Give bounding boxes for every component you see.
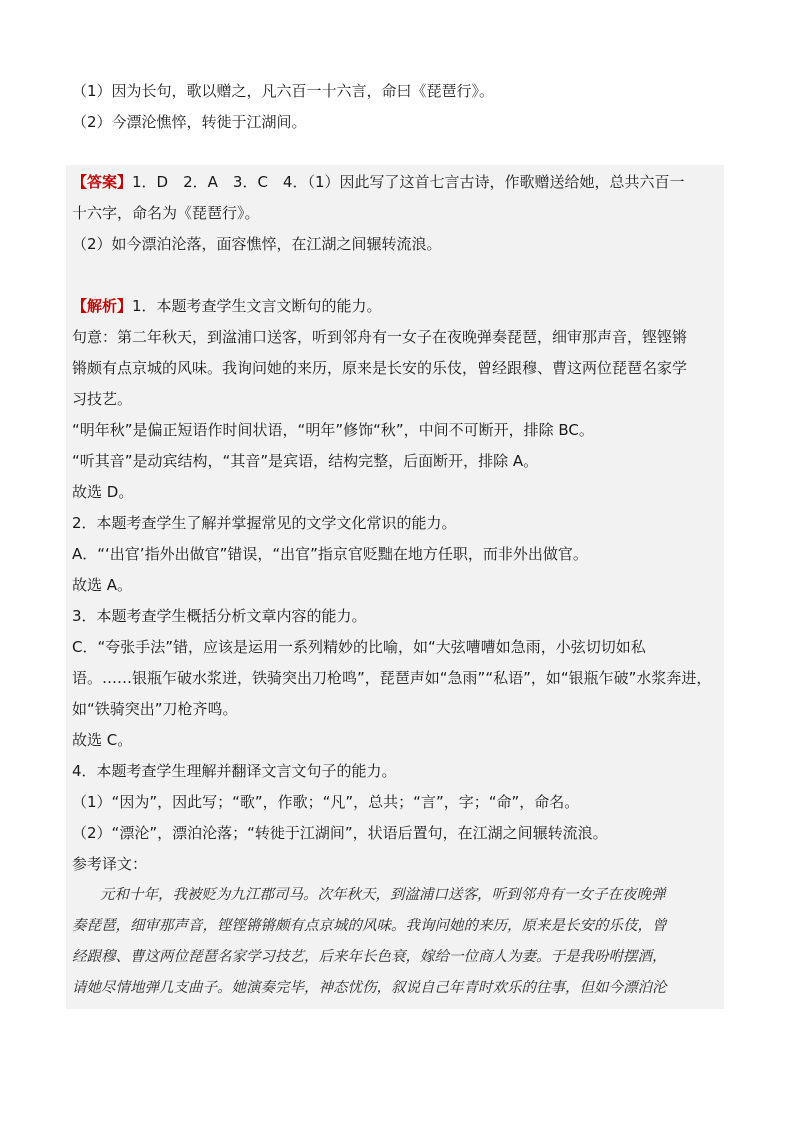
analysis-line-1 bbox=[72, 291, 722, 322]
question-item-2: （2）今漂沦憔悴，转徙于江湖间。 bbox=[72, 113, 307, 131]
answer-tag: 【答案】 bbox=[72, 173, 133, 191]
translation-line-1: 元和十年，我被贬为九江郡司马。次年秋天，到湓浦口送客，听到邻舟有一女子在夜晚弹 bbox=[100, 887, 666, 903]
analysis-line-5: “明年秋”是偏正短语作时间状语，“明年”修饰“秋”，中间不可断开，排除 BC。 bbox=[72, 421, 594, 439]
analysis-line-12: C．“夸张手法”错，应该是运用一系列精妙的比喻，如“大弦嘈嘈如急雨，小弦切切如私 bbox=[72, 638, 646, 656]
translation-line-2: 奏琵琶，细审那声音，铿铿锵锵颇有点京城的风味。我询问她的来历，原来是长安的乐伎，曾 bbox=[72, 918, 667, 934]
analysis-line-4: 习技艺。 bbox=[72, 390, 133, 408]
analysis-line-6: “听其音”是动宾结构，“其音”是宾语，结构完整，后面断开，排除 A。 bbox=[72, 452, 539, 470]
analysis-line-15: 故选 C。 bbox=[72, 731, 133, 749]
translation-line-4: 请她尽情地弹几支曲子。她演奏完毕，神态忧伤，叙说自己年青时欢乐的往事，但如今漂泊沦 bbox=[72, 980, 667, 996]
translation-line-3: 经跟穆、曹这两位琵琶名家学习技艺，后来年长色衰，嫁给一位商人为妻。于是我吩咐摆酒， bbox=[72, 949, 667, 965]
answer-text-1: 1．D 2．A 3．C 4．（1）因此写了这首七言古诗，作歌赠送给她，总共六百一 bbox=[132, 173, 685, 191]
analysis-line-11: 3．本题考查学生概括分析文章内容的能力。 bbox=[72, 607, 367, 625]
analysis-text-1: 1．本题考查学生文言文断句的能力。 bbox=[132, 297, 382, 315]
analysis-line-3: 锵颇有点京城的风味。我询问她的来历，原来是长安的乐伎，曾经跟穆、曹这两位琵琶名家学 bbox=[72, 359, 688, 377]
answer-analysis-section bbox=[72, 167, 722, 1004]
question-item-1: （1）因为长句，歌以赠之，凡六百一十六言，命曰《琵琶行》。 bbox=[72, 82, 495, 100]
section-spacer bbox=[72, 260, 722, 291]
analysis-line-7: 故选 D。 bbox=[72, 483, 134, 501]
reference-translation-heading: 参考译文： bbox=[72, 855, 148, 873]
answer-line-1 bbox=[72, 167, 722, 198]
answer-line-2: 十六字，命名为《琵琶行》。 bbox=[72, 204, 260, 222]
analysis-line-13: 语。……银瓶乍破水浆迸，铁骑突出刀枪鸣”，琵琶声如“急雨”“私语”，如“银瓶乍破”水浆奔进， bbox=[72, 669, 712, 687]
analysis-line-17: （1）“因为”，因此写；“歌”，作歌；“凡”，总共；“言”，字；“命”，命名。 bbox=[72, 793, 580, 811]
analysis-line-18: （2）“漂沦”，漂泊沦落；“转徙于江湖间”，状语后置句，在江湖之间辗转流浪。 bbox=[72, 824, 608, 842]
analysis-line-16: 4．本题考查学生理解并翻译文言文句子的能力。 bbox=[72, 762, 397, 780]
analysis-line-9: A．“‘出官’指外出做官”错误，“出官”指京官贬黜在地方任职，而非外出做官。 bbox=[72, 545, 588, 563]
analysis-tag: 【解析】 bbox=[72, 297, 133, 315]
answer-line-3: （2）如今漂泊沦落，面容憔悴，在江湖之间辗转流浪。 bbox=[72, 235, 442, 253]
analysis-line-8: 2．本题考查学生了解并掌握常见的文学文化常识的能力。 bbox=[72, 514, 457, 532]
question-sentences bbox=[72, 76, 722, 138]
analysis-line-14: 如“铁骑突出”刀枪齐鸣。 bbox=[72, 700, 238, 718]
analysis-line-10: 故选 A。 bbox=[72, 576, 133, 594]
analysis-line-2: 句意：第二年秋天，到湓浦口送客，听到邻舟有一女子在夜晚弹奏琵琶，细审那声音，铿铿锵 bbox=[72, 328, 688, 346]
